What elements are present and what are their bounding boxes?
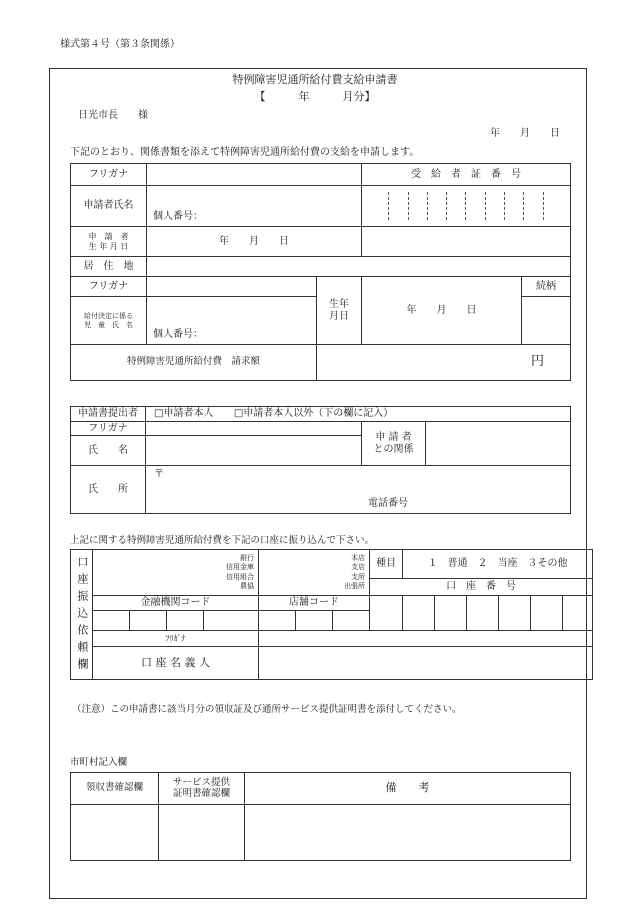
account-digit-6[interactable] [531, 596, 563, 631]
child-name-label: 給付決定に係る 児 童 氏 名 [71, 297, 147, 345]
option-self[interactable]: □申請者本人 [154, 408, 214, 420]
remarks-label: 備 考 [245, 773, 571, 805]
bank-side-label: 口座振込依頼欄 [71, 550, 93, 680]
remarks-input[interactable] [245, 805, 571, 861]
date-line: 年 月 日 [490, 128, 560, 139]
bank-table [70, 549, 593, 680]
account-holder-label: 口 座 名 義 人 [93, 647, 259, 680]
addressee: 日光市長 様 [78, 110, 148, 121]
address-label: 居 住 地 [71, 257, 147, 277]
submitter-label: 申請書提出者 [71, 407, 146, 422]
child-my-number-label: 個人番号： [153, 329, 203, 340]
recipient-number-label: 受 給 者 証 番 号 [362, 164, 571, 186]
child-furigana-input[interactable] [147, 277, 317, 297]
service-check-input[interactable] [159, 805, 245, 861]
receipt-check-label: 領収書確認欄 [71, 773, 159, 805]
branch-code-label: 店舗コード [259, 596, 370, 611]
holder-furigana-label: ﾌﾘｶﾞﾅ [93, 631, 259, 647]
branch-type: 本店 支店 支所 出張所 [259, 550, 370, 596]
applicant-my-number-label: 個人番号： [153, 211, 203, 222]
child-furigana-label: フリガナ [71, 277, 147, 297]
address-input[interactable] [147, 257, 571, 277]
branch-code-digit-1[interactable] [259, 611, 296, 631]
account-type-label: 種目 [370, 550, 403, 579]
submitter-relation-label: 申 請 者 との関係 [362, 422, 426, 466]
bank-intro: 上記に関する特例障害児通所給付費を下記の口座に振り込んで下さい。 [70, 535, 375, 546]
form-number: 様式第４号（第３条関係） [60, 39, 180, 50]
account-digit-4[interactable] [467, 596, 499, 631]
account-holder-input[interactable] [259, 647, 593, 680]
branch-code-digit-2[interactable] [296, 611, 333, 631]
relation-input[interactable] [522, 297, 571, 345]
receipt-check-input[interactable] [71, 805, 159, 861]
municipal-table [70, 772, 571, 861]
yen-unit: 円 [530, 354, 544, 370]
service-check-label: サービス提供 証明書確認欄 [159, 773, 245, 805]
account-digit-7[interactable] [563, 596, 593, 631]
form-title: 特例障害児通所給付費支給申請書 [232, 73, 398, 86]
applicant-table [70, 163, 571, 381]
institution-code-digit-4[interactable] [204, 611, 259, 631]
account-digit-3[interactable] [435, 596, 467, 631]
child-dob-value[interactable]: 年 月 日 [362, 277, 522, 345]
applicant-name-label: 申請者氏名 [71, 186, 147, 227]
relation-label: 続柄 [522, 277, 571, 297]
applicant-furigana-input[interactable] [147, 164, 362, 186]
attachment-note: （注意）この申請書に該当月分の領収証及び通所サービス提供証明書を添付してください。 [72, 704, 462, 715]
holder-furigana-input[interactable] [259, 631, 593, 647]
account-digit-1[interactable] [370, 596, 403, 631]
submitter-relation-input[interactable] [426, 422, 571, 466]
submitter-furigana-label: フリガナ [71, 422, 146, 436]
submitter-options [146, 407, 571, 422]
period-field: 【 年 月分】 [254, 90, 376, 103]
recipient-number-boxes[interactable] [362, 186, 571, 227]
branch-code-digit-3[interactable] [333, 611, 370, 631]
applicant-name-input[interactable] [147, 186, 362, 227]
claim-amount-input[interactable] [317, 345, 571, 381]
applicant-dob-value[interactable]: 年 月 日 [147, 227, 362, 257]
option-other[interactable]: □申請者本人以外（下の欄に記入） [233, 408, 394, 420]
submitter-address-label: 氏 所 [71, 466, 146, 514]
submitter-table [70, 406, 571, 514]
applicant-dob-extra [362, 227, 571, 257]
account-digit-5[interactable] [499, 596, 531, 631]
child-dob-label: 生年 月日 [317, 277, 362, 345]
institution-code-label: 金融機関コード [93, 596, 259, 611]
institution-code-digit-3[interactable] [167, 611, 204, 631]
municipal-section-title: 市町村記入欄 [70, 757, 128, 768]
account-digit-2[interactable] [403, 596, 435, 631]
postal-mark: 〒 [154, 469, 164, 480]
institution-type: 銀行 信用金庫 信用組合 農協 [93, 550, 259, 596]
submitter-name-label: 氏 名 [71, 436, 146, 466]
applicant-dob-label: 申 請 者 生 年 月 日 [71, 227, 147, 257]
submitter-name-input[interactable] [146, 436, 362, 466]
submitter-address-input[interactable] [146, 466, 571, 514]
institution-code-digit-1[interactable] [93, 611, 130, 631]
intro-text: 下記のとおり、関係書類を添えて特例障害児通所給付費の支給を申請します。 [70, 147, 420, 158]
claim-amount-label: 特例障害児通所給付費 請求額 [71, 345, 317, 381]
account-number-label: 口 座 番 号 [370, 579, 593, 596]
institution-code-digit-2[interactable] [130, 611, 167, 631]
applicant-furigana-label: フリガナ [71, 164, 147, 186]
phone-label: 電話番号 [368, 498, 408, 509]
account-type-options[interactable]: １ 普通 ２ 当座 ３その他 [403, 550, 593, 579]
child-name-input[interactable] [147, 297, 317, 345]
submitter-furigana-input[interactable] [146, 422, 362, 436]
